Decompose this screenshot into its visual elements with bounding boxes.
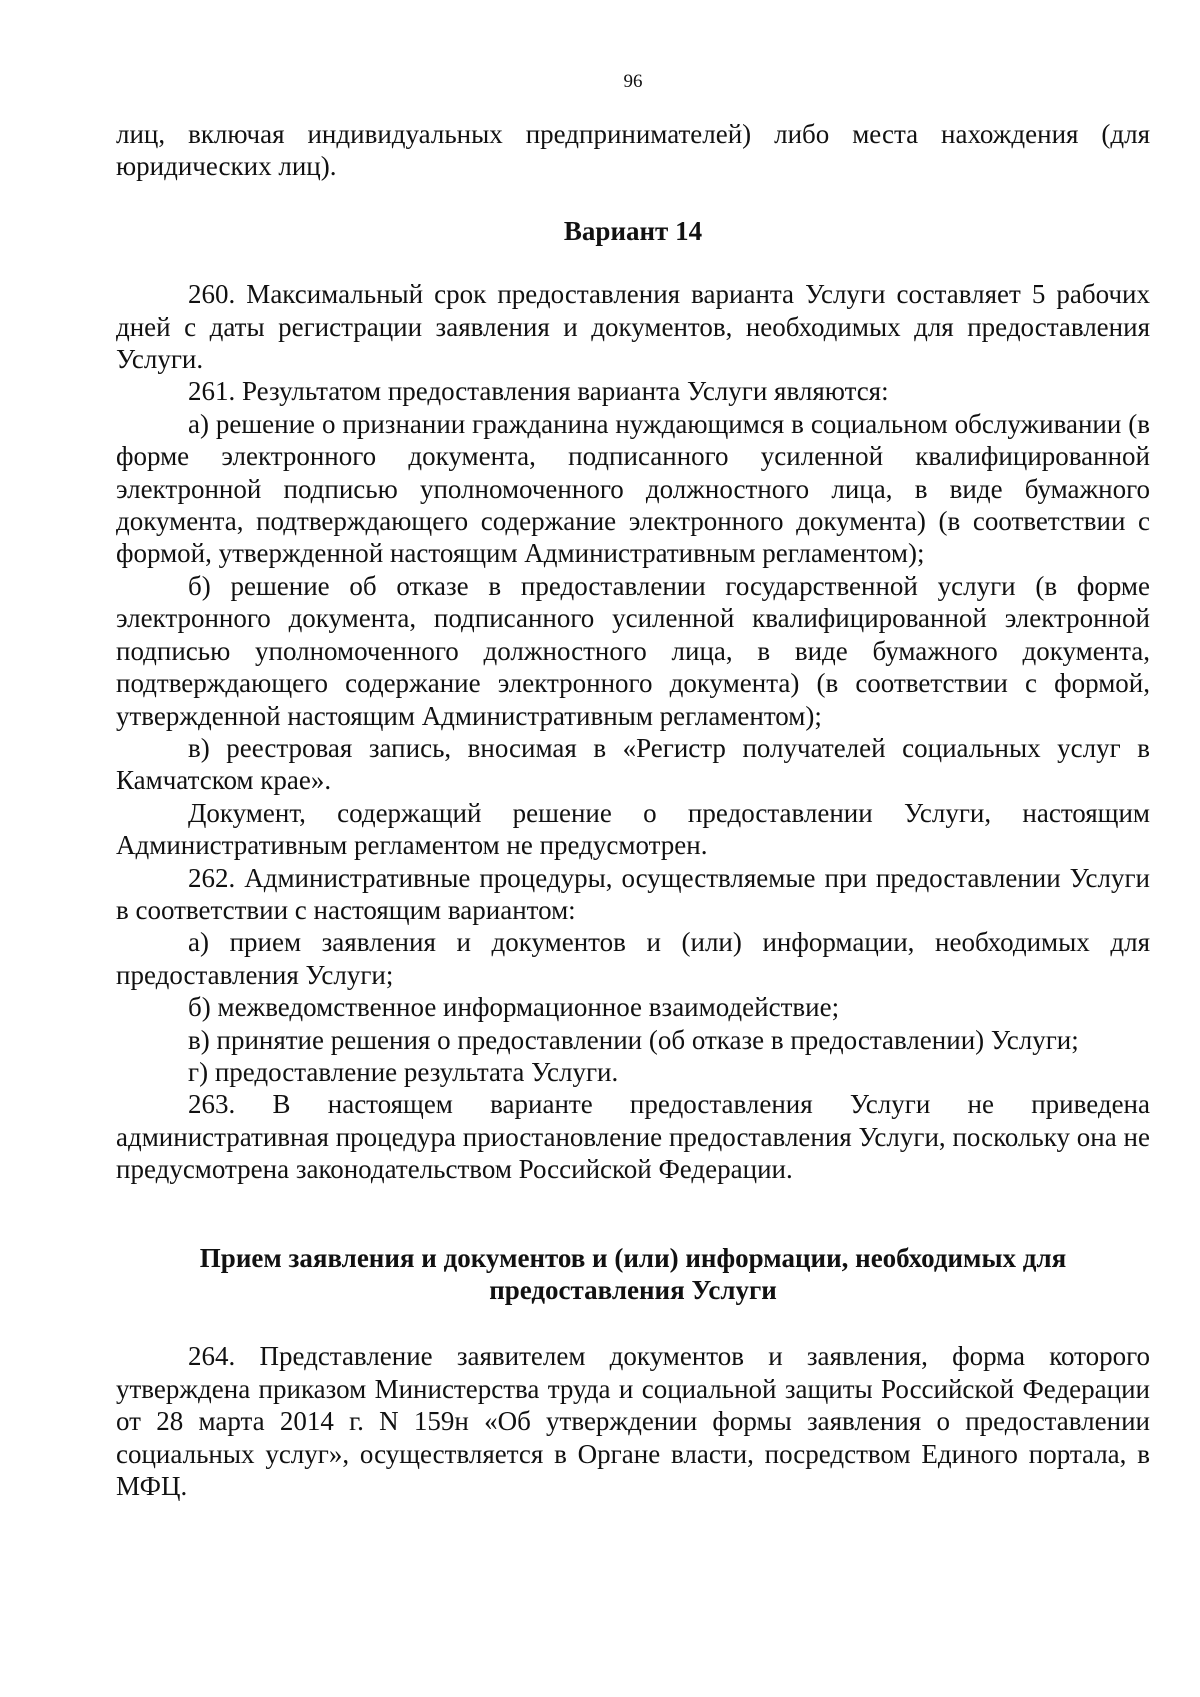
paragraph-260: 260. Максимальный срок предоставления варианта Услуги составляет 5 рабочих дней с даты регистрации заявления и документов, необходимых для предоставления Услуги.	[116, 279, 1150, 375]
list-item-262-v: в) принятие решения о предоставлении (об отказе в предоставлении) Услуги;	[188, 1024, 1079, 1055]
variant-heading: Вариант 14	[563, 215, 703, 246]
section-heading: Прием заявления и документов и (или) информации, необходимых для предоставления Услуги	[199, 1242, 1067, 1305]
list-item-262-b: б) межведомственное информационное взаимодействие;	[188, 992, 840, 1023]
page-number: 96	[623, 71, 643, 92]
list-item-262-a: а) прием заявления и документов и (или) информации, необходимых для предоставления Услуги;	[116, 927, 1150, 990]
continuation-paragraph: лиц, включая индивидуальных предпринимателей) либо места нахождения (для юридических лиц).	[116, 119, 1150, 182]
list-item-261-b: б) решение об отказе в предоставлении государственной услуги (в форме электронного документа, подписанного усиленной квалифицированной электронной подписью уполномоченного должностного лица, в виде бумажного документа, подтверждающего содержание электронного документа) (в соответствии с формой, утвержденной настоящим Административным регламентом);	[116, 570, 1150, 731]
document-body	[116, 118, 1150, 1502]
list-item-261-v: в) реестровая запись, вносимая в «Регистр получателей социальных услуг в Камчатском крае».	[116, 732, 1150, 796]
list-item-261-a: а) решение о признании гражданина нуждающимся в социальном обслуживании (в форме электронного документа, подписанного усиленной квалифицированной электронной подписью уполномоченного должностного лица, в виде бумажного документа, подтверждающего содержание электронного документа) (в соответствии с формой, утвержденной настоящим Административным регламентом);	[116, 408, 1150, 569]
paragraph-264: 264. Представление заявителем документов и заявления, форма которого утверждена приказом Министерства труда и социальной защиты Российской Федерации от 28 марта 2014 г. N 159н «Об утверждении формы заявления о предоставлении социальных услуг», осуществляется в Органе власти, посредством Единого портала, в МФЦ.	[116, 1341, 1150, 1502]
list-item-262-g: г) предоставление результата Услуги.	[188, 1056, 619, 1087]
paragraph-261: 261. Результатом предоставления варианта Услуги являются:	[188, 376, 889, 407]
paragraph-263: 263. В настоящем варианте предоставления Услуги не приведена административная процедура приостановление предоставления Услуги, поскольку она не предусмотрена законодательством Российской Федерации.	[116, 1089, 1150, 1185]
paragraph-document-note: Документ, содержащий решение о предоставлении Услуги, настоящим Административным регламентом не предусмотрен.	[116, 797, 1150, 861]
paragraph-262: 262. Административные процедуры, осуществляемые при предоставлении Услуги в соответствии с настоящим вариантом:	[116, 862, 1150, 925]
